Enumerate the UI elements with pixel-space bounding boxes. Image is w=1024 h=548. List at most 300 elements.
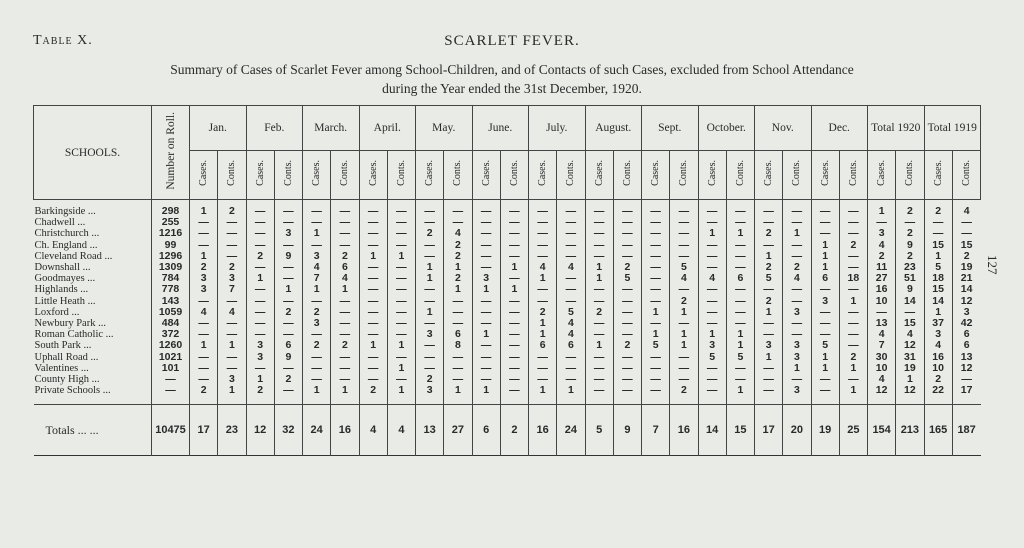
total-cell: 5 bbox=[585, 405, 613, 456]
value-cell: — bbox=[698, 251, 726, 262]
value-cell: 18 bbox=[839, 273, 867, 284]
school-name: County High ... bbox=[34, 374, 100, 386]
value-cell: — bbox=[190, 217, 218, 228]
value-cell: — bbox=[387, 284, 415, 295]
roll-cell: 143 bbox=[152, 296, 190, 307]
value-cell: — bbox=[387, 217, 415, 228]
value-cell: 1 bbox=[839, 385, 867, 405]
value-cell: — bbox=[303, 217, 331, 228]
value-cell: 1 bbox=[444, 262, 472, 273]
value-cell: — bbox=[246, 262, 274, 273]
value-cell: — bbox=[500, 352, 528, 363]
value-cell: — bbox=[642, 240, 670, 251]
value-cell: — bbox=[726, 284, 754, 295]
value-cell: — bbox=[642, 296, 670, 307]
school-name: Barkingside ... bbox=[34, 206, 96, 217]
value-cell: — bbox=[500, 200, 528, 218]
value-cell: 1 bbox=[416, 273, 444, 284]
value-cell: — bbox=[529, 217, 557, 228]
value-cell: — bbox=[387, 262, 415, 273]
value-cell: — bbox=[218, 240, 246, 251]
value-cell: — bbox=[698, 240, 726, 251]
total-cell: 16 bbox=[670, 405, 698, 456]
value-cell: — bbox=[811, 200, 839, 218]
month-header: October. bbox=[698, 106, 755, 151]
value-cell: — bbox=[670, 228, 698, 239]
value-cell: 6 bbox=[529, 340, 557, 351]
value-cell: — bbox=[698, 284, 726, 295]
value-cell: — bbox=[726, 318, 754, 329]
value-cell: — bbox=[557, 352, 585, 363]
value-cell: — bbox=[924, 228, 952, 239]
value-cell: — bbox=[783, 200, 811, 218]
value-cell: 2 bbox=[303, 307, 331, 318]
roll-cell: 1059 bbox=[152, 307, 190, 318]
value-cell: — bbox=[811, 284, 839, 295]
cases-subheader: Cases. bbox=[755, 151, 783, 200]
value-cell: 1 bbox=[500, 262, 528, 273]
value-cell: — bbox=[359, 284, 387, 295]
value-cell: 14 bbox=[952, 284, 980, 295]
month-header: August. bbox=[585, 106, 642, 151]
total-cell: 16 bbox=[529, 405, 557, 456]
value-cell: — bbox=[613, 284, 641, 295]
school-name: Valentines ... bbox=[34, 362, 89, 374]
value-cell: — bbox=[642, 284, 670, 295]
value-cell: — bbox=[613, 217, 641, 228]
value-cell: — bbox=[783, 296, 811, 307]
value-cell: 1 bbox=[868, 200, 896, 218]
value-cell: 5 bbox=[613, 273, 641, 284]
value-cell: — bbox=[416, 296, 444, 307]
table-row bbox=[34, 363, 981, 374]
value-cell: 1 bbox=[755, 352, 783, 363]
value-cell: 1 bbox=[642, 307, 670, 318]
value-cell: 12 bbox=[952, 296, 980, 307]
value-cell: — bbox=[783, 284, 811, 295]
roll-cell: 255 bbox=[152, 217, 190, 228]
value-cell: 1 bbox=[444, 385, 472, 405]
value-cell: — bbox=[557, 200, 585, 218]
value-cell: — bbox=[472, 240, 500, 251]
value-cell: — bbox=[529, 251, 557, 262]
value-cell: — bbox=[359, 318, 387, 329]
value-cell: — bbox=[387, 296, 415, 307]
roll-cell: 372 bbox=[152, 329, 190, 340]
value-cell: 1 bbox=[416, 262, 444, 273]
value-cell: — bbox=[416, 318, 444, 329]
value-cell: 4 bbox=[303, 262, 331, 273]
value-cell: 1 bbox=[585, 340, 613, 351]
value-cell: — bbox=[642, 352, 670, 363]
value-cell: — bbox=[613, 240, 641, 251]
conts-subheader: Conts. bbox=[726, 151, 754, 200]
value-cell: — bbox=[500, 307, 528, 318]
table-row bbox=[34, 284, 981, 295]
value-cell: 4 bbox=[444, 228, 472, 239]
total-cell: 2 bbox=[500, 405, 528, 456]
value-cell: 16 bbox=[868, 284, 896, 295]
value-cell: — bbox=[359, 273, 387, 284]
value-cell: — bbox=[416, 352, 444, 363]
month-header: March. bbox=[303, 106, 360, 151]
value-cell: — bbox=[585, 251, 613, 262]
value-cell: 2 bbox=[924, 200, 952, 218]
totals-row bbox=[34, 405, 981, 456]
school-name: Uphall Road ... bbox=[34, 351, 99, 363]
value-cell: 1 bbox=[246, 273, 274, 284]
value-cell: — bbox=[274, 240, 302, 251]
value-cell: — bbox=[670, 318, 698, 329]
value-cell: 2 bbox=[246, 251, 274, 262]
value-cell: — bbox=[190, 363, 218, 374]
table-label: Table X. bbox=[33, 33, 93, 48]
total-cell: 165 bbox=[924, 405, 952, 456]
value-cell: 4 bbox=[896, 329, 924, 340]
value-cell: 1 bbox=[670, 307, 698, 318]
value-cell: — bbox=[642, 228, 670, 239]
value-cell: — bbox=[585, 363, 613, 374]
value-cell: 1 bbox=[303, 228, 331, 239]
roll-cell: 99 bbox=[152, 240, 190, 251]
value-cell: 10 bbox=[924, 363, 952, 374]
month-header: June. bbox=[472, 106, 529, 151]
school-name: Ch. England ... bbox=[34, 239, 98, 251]
total-cell: 4 bbox=[359, 405, 387, 456]
value-cell: — bbox=[755, 240, 783, 251]
value-cell: — bbox=[274, 273, 302, 284]
roll-cell: 1296 bbox=[152, 251, 190, 262]
month-header: Sept. bbox=[642, 106, 699, 151]
subtitle bbox=[0, 60, 1024, 98]
value-cell: — bbox=[755, 318, 783, 329]
value-cell: 8 bbox=[444, 340, 472, 351]
value-cell: — bbox=[585, 217, 613, 228]
month-header: Feb. bbox=[246, 106, 303, 151]
value-cell: — bbox=[218, 296, 246, 307]
month-header: Total 1920 bbox=[868, 106, 925, 151]
value-cell: — bbox=[952, 217, 980, 228]
value-cell: — bbox=[331, 217, 359, 228]
conts-subheader: Conts. bbox=[387, 151, 415, 200]
value-cell: 1 bbox=[726, 329, 754, 340]
value-cell: — bbox=[444, 352, 472, 363]
value-cell: 6 bbox=[331, 262, 359, 273]
total-cell: 19 bbox=[811, 405, 839, 456]
value-cell: 1 bbox=[387, 363, 415, 374]
total-cell: 16 bbox=[331, 405, 359, 456]
value-cell: — bbox=[246, 240, 274, 251]
value-cell: 22 bbox=[924, 385, 952, 405]
table-row bbox=[34, 296, 981, 307]
value-cell: 1 bbox=[726, 228, 754, 239]
value-cell: — bbox=[472, 307, 500, 318]
value-cell: — bbox=[359, 217, 387, 228]
value-cell: — bbox=[472, 251, 500, 262]
value-cell: — bbox=[444, 217, 472, 228]
totals-label: Totals ... ... bbox=[34, 405, 152, 456]
total-cell: 7 bbox=[642, 405, 670, 456]
value-cell: — bbox=[755, 329, 783, 340]
value-cell: 1 bbox=[585, 262, 613, 273]
month-header: July. bbox=[529, 106, 586, 151]
value-cell: 4 bbox=[952, 200, 980, 218]
value-cell: — bbox=[726, 251, 754, 262]
value-cell: — bbox=[303, 352, 331, 363]
value-cell: — bbox=[585, 284, 613, 295]
conts-subheader: Conts. bbox=[274, 151, 302, 200]
page-title: SCARLET FEVER. bbox=[444, 33, 580, 49]
value-cell: — bbox=[387, 307, 415, 318]
value-cell: 1 bbox=[303, 284, 331, 295]
value-cell: — bbox=[755, 374, 783, 385]
value-cell: — bbox=[359, 296, 387, 307]
value-cell: 2 bbox=[303, 340, 331, 351]
roll-header: Number on Roll. bbox=[152, 106, 190, 200]
value-cell: — bbox=[472, 262, 500, 273]
value-cell: — bbox=[190, 352, 218, 363]
value-cell: 2 bbox=[529, 307, 557, 318]
value-cell: — bbox=[190, 240, 218, 251]
value-cell: — bbox=[303, 329, 331, 340]
value-cell: — bbox=[303, 240, 331, 251]
value-cell: — bbox=[472, 318, 500, 329]
table-row bbox=[34, 200, 981, 218]
value-cell: 1 bbox=[472, 329, 500, 340]
value-cell: — bbox=[698, 217, 726, 228]
table-row bbox=[34, 217, 981, 228]
value-cell: 11 bbox=[868, 262, 896, 273]
value-cell: 2 bbox=[416, 374, 444, 385]
total-cell: 23 bbox=[218, 405, 246, 456]
value-cell: — bbox=[726, 374, 754, 385]
value-cell: 1 bbox=[698, 329, 726, 340]
value-cell: 6 bbox=[952, 329, 980, 340]
value-cell: — bbox=[472, 228, 500, 239]
value-cell: 3 bbox=[303, 251, 331, 262]
value-cell: — bbox=[246, 296, 274, 307]
school-name: Little Heath ... bbox=[34, 295, 96, 307]
value-cell: 2 bbox=[896, 228, 924, 239]
table-row bbox=[34, 240, 981, 251]
value-cell: 19 bbox=[952, 262, 980, 273]
value-cell: — bbox=[755, 217, 783, 228]
roll-cell: 1021 bbox=[152, 352, 190, 363]
value-cell: — bbox=[811, 307, 839, 318]
value-cell: — bbox=[670, 352, 698, 363]
value-cell: 4 bbox=[557, 262, 585, 273]
value-cell: — bbox=[246, 363, 274, 374]
value-cell: — bbox=[500, 296, 528, 307]
month-header: Nov. bbox=[755, 106, 812, 151]
value-cell: 2 bbox=[868, 251, 896, 262]
value-cell: — bbox=[303, 374, 331, 385]
value-cell: — bbox=[246, 318, 274, 329]
value-cell: — bbox=[839, 251, 867, 262]
value-cell: 21 bbox=[952, 273, 980, 284]
value-cell: — bbox=[500, 240, 528, 251]
value-cell: — bbox=[331, 200, 359, 218]
roll-cell: 101 bbox=[152, 363, 190, 374]
value-cell: — bbox=[585, 296, 613, 307]
scarlet-fever-table bbox=[33, 105, 981, 456]
value-cell: — bbox=[585, 385, 613, 405]
value-cell: 2 bbox=[444, 251, 472, 262]
value-cell: — bbox=[585, 228, 613, 239]
value-cell: 1 bbox=[387, 340, 415, 351]
value-cell: — bbox=[331, 374, 359, 385]
value-cell: — bbox=[387, 228, 415, 239]
conts-subheader: Conts. bbox=[557, 151, 585, 200]
value-cell: — bbox=[500, 273, 528, 284]
value-cell: — bbox=[472, 363, 500, 374]
value-cell: 3 bbox=[303, 318, 331, 329]
value-cell: 3 bbox=[755, 340, 783, 351]
schools-header: SCHOOLS. bbox=[34, 106, 152, 200]
roll-cell: 1216 bbox=[152, 228, 190, 239]
value-cell: 1 bbox=[190, 340, 218, 351]
value-cell: 14 bbox=[896, 296, 924, 307]
value-cell: 1 bbox=[698, 228, 726, 239]
value-cell: — bbox=[670, 200, 698, 218]
value-cell: 1 bbox=[585, 273, 613, 284]
value-cell: 3 bbox=[783, 340, 811, 351]
total-cell: 24 bbox=[303, 405, 331, 456]
value-cell: — bbox=[274, 329, 302, 340]
value-cell: 2 bbox=[190, 262, 218, 273]
value-cell: — bbox=[500, 318, 528, 329]
total-cell: 32 bbox=[274, 405, 302, 456]
conts-subheader: Conts. bbox=[218, 151, 246, 200]
value-cell: — bbox=[359, 200, 387, 218]
value-cell: — bbox=[359, 352, 387, 363]
value-cell: — bbox=[557, 296, 585, 307]
value-cell: — bbox=[585, 352, 613, 363]
value-cell: — bbox=[444, 307, 472, 318]
value-cell: — bbox=[274, 363, 302, 374]
value-cell: 5 bbox=[557, 307, 585, 318]
value-cell: — bbox=[444, 318, 472, 329]
totals-roll: 10475 bbox=[152, 405, 190, 456]
value-cell: 42 bbox=[952, 318, 980, 329]
value-cell: — bbox=[613, 352, 641, 363]
value-cell: 3 bbox=[783, 307, 811, 318]
value-cell: 14 bbox=[924, 296, 952, 307]
value-cell: — bbox=[642, 217, 670, 228]
conts-subheader: Conts. bbox=[896, 151, 924, 200]
conts-subheader: Conts. bbox=[839, 151, 867, 200]
value-cell: — bbox=[274, 217, 302, 228]
value-cell: — bbox=[190, 228, 218, 239]
value-cell: 1 bbox=[811, 262, 839, 273]
value-cell: — bbox=[557, 217, 585, 228]
value-cell: 2 bbox=[274, 307, 302, 318]
value-cell: — bbox=[387, 318, 415, 329]
value-cell: — bbox=[811, 318, 839, 329]
value-cell: — bbox=[416, 363, 444, 374]
value-cell: 12 bbox=[868, 385, 896, 405]
value-cell: — bbox=[387, 352, 415, 363]
value-cell: — bbox=[529, 240, 557, 251]
value-cell: 1 bbox=[387, 251, 415, 262]
value-cell: — bbox=[585, 329, 613, 340]
subtitle-line-2: during the Year ended the 31st December, 1920. bbox=[382, 81, 642, 96]
school-name: Private Schools ... bbox=[34, 385, 111, 397]
value-cell: 17 bbox=[952, 385, 980, 405]
roll-cell: 298 bbox=[152, 200, 190, 218]
value-cell: — bbox=[642, 200, 670, 218]
value-cell: 15 bbox=[924, 240, 952, 251]
value-cell: 1 bbox=[331, 385, 359, 405]
total-cell: 27 bbox=[444, 405, 472, 456]
value-cell: — bbox=[839, 228, 867, 239]
value-cell: — bbox=[755, 200, 783, 218]
value-cell: — bbox=[500, 217, 528, 228]
value-cell: 2 bbox=[896, 200, 924, 218]
school-name: Cleveland Road ... bbox=[34, 250, 113, 262]
value-cell: — bbox=[500, 363, 528, 374]
value-cell: — bbox=[839, 217, 867, 228]
value-cell: — bbox=[246, 329, 274, 340]
value-cell: 2 bbox=[839, 352, 867, 363]
table-row bbox=[34, 318, 981, 329]
total-cell: 14 bbox=[698, 405, 726, 456]
value-cell: — bbox=[331, 318, 359, 329]
value-cell: — bbox=[811, 385, 839, 405]
value-cell: 15 bbox=[896, 318, 924, 329]
value-cell: 10 bbox=[868, 296, 896, 307]
value-cell: — bbox=[246, 284, 274, 295]
value-cell: — bbox=[839, 340, 867, 351]
value-cell: 6 bbox=[952, 340, 980, 351]
value-cell: — bbox=[726, 217, 754, 228]
value-cell: 2 bbox=[755, 296, 783, 307]
value-cell: 3 bbox=[246, 352, 274, 363]
total-cell: 6 bbox=[472, 405, 500, 456]
value-cell: — bbox=[472, 200, 500, 218]
value-cell: — bbox=[359, 228, 387, 239]
value-cell: — bbox=[303, 296, 331, 307]
value-cell: — bbox=[811, 374, 839, 385]
value-cell: — bbox=[359, 307, 387, 318]
value-cell: 1 bbox=[839, 296, 867, 307]
value-cell: — bbox=[839, 200, 867, 218]
value-cell: — bbox=[839, 329, 867, 340]
value-cell: — bbox=[613, 329, 641, 340]
value-cell: 7 bbox=[218, 284, 246, 295]
value-cell: 1 bbox=[924, 251, 952, 262]
value-cell: — bbox=[613, 307, 641, 318]
total-cell: 24 bbox=[557, 405, 585, 456]
value-cell: — bbox=[303, 200, 331, 218]
value-cell: 1 bbox=[444, 284, 472, 295]
value-cell: — bbox=[642, 251, 670, 262]
value-cell: 1 bbox=[387, 385, 415, 405]
value-cell: — bbox=[585, 374, 613, 385]
value-cell: 18 bbox=[924, 273, 952, 284]
cases-subheader: Cases. bbox=[190, 151, 218, 200]
table-row bbox=[34, 340, 981, 351]
cases-subheader: Cases. bbox=[868, 151, 896, 200]
value-cell: — bbox=[416, 200, 444, 218]
cases-subheader: Cases. bbox=[246, 151, 274, 200]
value-cell: 1 bbox=[811, 363, 839, 374]
value-cell: 1 bbox=[218, 385, 246, 405]
value-cell: — bbox=[868, 217, 896, 228]
table-row bbox=[34, 385, 981, 405]
value-cell: 3 bbox=[783, 352, 811, 363]
value-cell: 9 bbox=[896, 240, 924, 251]
